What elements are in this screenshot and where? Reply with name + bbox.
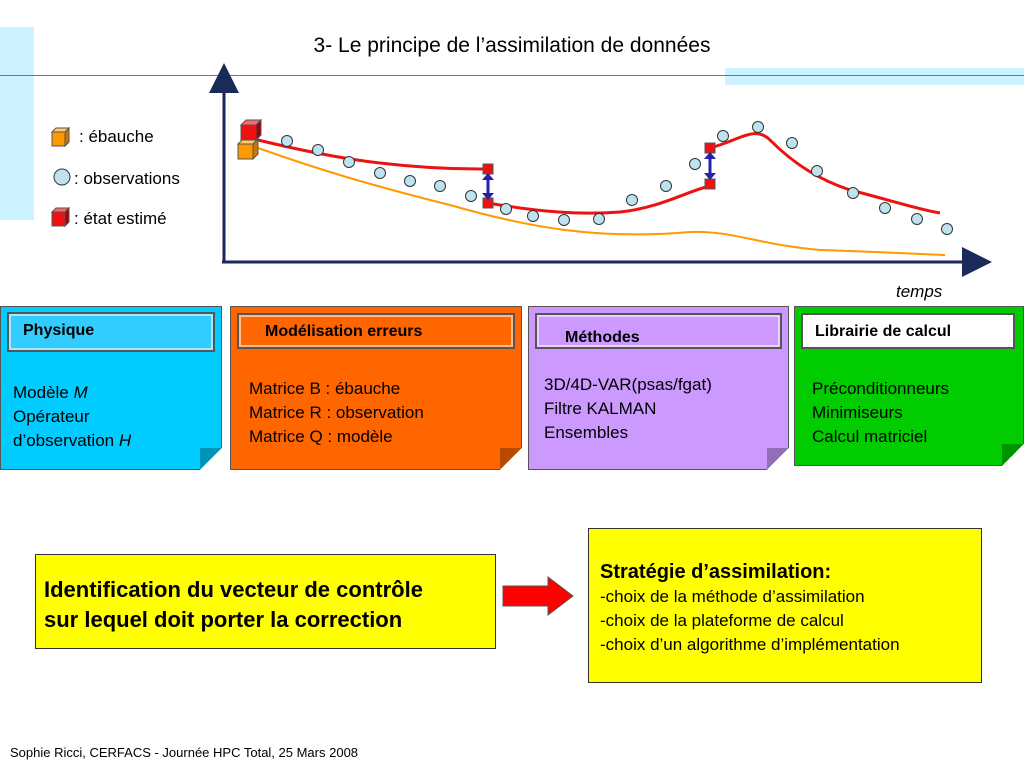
- card-methodes-line: Filtre KALMAN: [544, 399, 657, 418]
- observation-point: [344, 157, 355, 168]
- observation-point: [912, 214, 923, 225]
- observation-point: [718, 131, 729, 142]
- estimated-curve-segment-1: [258, 140, 488, 169]
- model-symbol: M: [73, 383, 88, 402]
- card-librairie-calcul-header: Librairie de calcul: [801, 313, 1015, 349]
- strategy-item: -choix de la plateforme de calcul: [600, 611, 844, 630]
- control-vector-box: [35, 554, 496, 649]
- observation-point: [528, 211, 539, 222]
- card-librairie-line: Calcul matriciel: [812, 427, 928, 446]
- card-physique: [0, 306, 222, 470]
- card-librairie-calcul-body: [812, 377, 949, 449]
- time-axis-label: temps: [896, 282, 943, 301]
- card-physique-line-2: Opérateur: [13, 407, 90, 426]
- card-modelisation-line: Matrice Q : modèle: [249, 427, 393, 446]
- correction-marker-1: [482, 164, 494, 208]
- control-vector-text: [44, 575, 423, 635]
- observation-point: [690, 159, 701, 170]
- card-physique-body: [13, 381, 131, 453]
- estimated-initial-cube: [241, 120, 261, 140]
- control-vector-line-1: Identification du vecteur de contrôle: [44, 577, 423, 602]
- control-vector-line-2: sur lequel doit porter la correction: [44, 607, 403, 632]
- observation-point: [848, 188, 859, 199]
- card-methodes: [528, 306, 789, 470]
- right-arrow-icon: [502, 576, 574, 616]
- observation-point: [559, 215, 570, 226]
- card-physique-line-1: [13, 381, 131, 405]
- observation-point: [282, 136, 293, 147]
- observation-point: [942, 224, 953, 235]
- card-librairie-line: Minimiseurs: [812, 403, 903, 422]
- footer-credit: Sophie Ricci, CERFACS - Journée HPC Total, 25 Mars 2008: [10, 745, 359, 760]
- card-methodes-body: [544, 373, 712, 445]
- card-physique-line-3-text: d’observation: [13, 431, 119, 450]
- background-curve: [258, 148, 945, 255]
- card-librairie-calcul: [794, 306, 1024, 466]
- observation-point: [375, 168, 386, 179]
- strategy-item: -choix d’un algorithme d’implémentation: [600, 635, 900, 654]
- strategy-box: [588, 528, 982, 683]
- operator-symbol: H: [118, 431, 132, 450]
- legend-observations-label: : observations: [74, 169, 180, 188]
- card-librairie-line: Préconditionneurs: [812, 379, 950, 398]
- card-modelisation-line: Matrice B : ébauche: [249, 379, 401, 398]
- card-physique-line-1-text: Modèle: [13, 383, 74, 402]
- legend-background-label: : ébauche: [79, 127, 154, 146]
- observation-point: [501, 204, 512, 215]
- card-methodes-line: Ensembles: [544, 423, 629, 442]
- page-fold: [1002, 444, 1024, 466]
- observation-point: [753, 122, 764, 133]
- correction-marker-2: [704, 143, 716, 189]
- card-modelisation-line: Matrice R : observation: [249, 403, 424, 422]
- observation-point: [661, 181, 672, 192]
- observation-point: [435, 181, 446, 192]
- card-modelisation-erreurs-header: Modélisation erreurs: [237, 313, 515, 349]
- observation-points: [282, 122, 953, 235]
- strategy-title: Stratégie d’assimilation:: [600, 561, 832, 583]
- strategy-item: -choix de la méthode d’assimilation: [600, 587, 865, 606]
- estimated-curve-segment-2: [488, 186, 710, 213]
- observation-point: [405, 176, 416, 187]
- slide-title: 3- Le principe de l’assimilation de données: [313, 34, 711, 57]
- page-fold: [200, 448, 222, 470]
- legend-estimated-label: : état estimé: [74, 209, 167, 228]
- estimated-curve-segment-3: [710, 134, 940, 213]
- observation-point: [787, 138, 798, 149]
- page-fold: [767, 448, 789, 470]
- observation-point: [466, 191, 477, 202]
- card-methodes-header: Méthodes: [535, 313, 782, 349]
- card-modelisation-erreurs: [230, 306, 522, 470]
- card-physique-line-3: [13, 429, 131, 453]
- assimilation-schematic: [0, 0, 1024, 300]
- strategy-content: [600, 559, 900, 657]
- card-physique-header: Physique: [7, 312, 215, 352]
- observation-point: [594, 214, 605, 225]
- card-modelisation-erreurs-body: [249, 377, 424, 449]
- observation-point: [812, 166, 823, 177]
- background-initial-cube: [238, 139, 258, 159]
- observation-point: [880, 203, 891, 214]
- observation-point: [313, 145, 324, 156]
- card-methodes-line: 3D/4D-VAR(psas/fgat): [544, 375, 712, 394]
- observation-point: [627, 195, 638, 206]
- page-fold: [500, 448, 522, 470]
